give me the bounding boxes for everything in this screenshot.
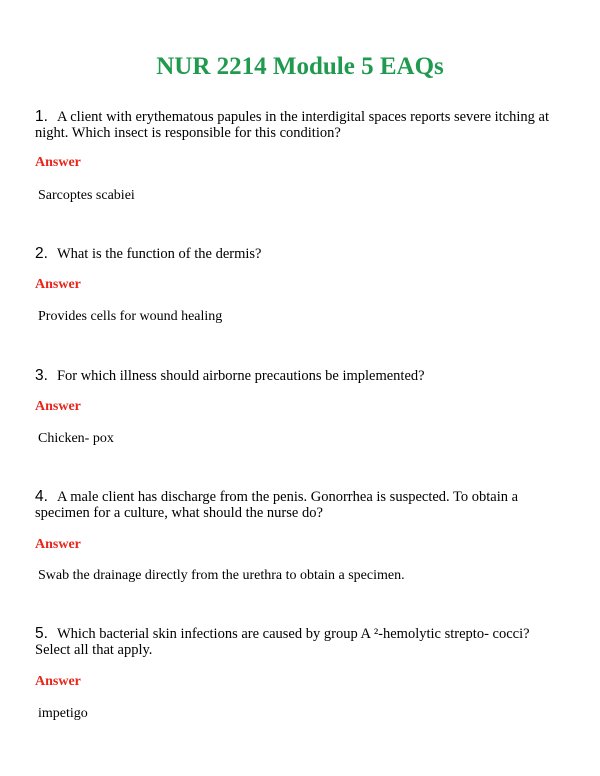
answer-label: Answer xyxy=(35,155,81,170)
answer-label: Answer xyxy=(35,277,81,292)
answer-text: impetigo xyxy=(38,706,88,721)
question-text: For which illness should airborne precautions be implemented? xyxy=(56,368,425,384)
question-number: 2. xyxy=(35,245,48,262)
question-3 xyxy=(35,368,565,384)
answer-label: Answer xyxy=(35,537,81,552)
answer-label: Answer xyxy=(35,399,81,414)
question-block-5 xyxy=(35,626,565,726)
question-5 xyxy=(35,626,565,658)
question-number: 5. xyxy=(35,625,48,642)
question-number: 3. xyxy=(35,367,48,384)
answer-text: Provides cells for wound healing xyxy=(38,309,223,324)
question-text: What is the function of the dermis? xyxy=(56,246,262,262)
question-text: Which bacterial skin infections are caused by group A ²-hemolytic strepto- cocci? Select all that apply. xyxy=(35,626,530,658)
answer-text: Swab the drainage directly from the urethra to obtain a specimen. xyxy=(38,568,405,583)
question-2 xyxy=(35,246,565,262)
question-4 xyxy=(35,489,565,521)
question-block-1 xyxy=(35,109,565,209)
answer-text: Chicken- pox xyxy=(38,431,114,446)
question-block-3 xyxy=(35,368,565,458)
question-block-4 xyxy=(35,489,565,589)
question-text: A male client has discharge from the penis. Gonorrhea is suspected. To obtain a specimen for a culture, what should the nurse do? xyxy=(35,489,519,521)
answer-text: Sarcoptes scabiei xyxy=(38,188,135,203)
question-number: 4. xyxy=(35,488,48,505)
question-text: A client with erythematous papules in the interdigital spaces reports severe itching at night. Which insect is responsible for this condition? xyxy=(35,109,549,141)
page-title: NUR 2214 Module 5 EAQs xyxy=(156,53,444,80)
question-block-2 xyxy=(35,246,565,336)
question-number: 1. xyxy=(35,108,48,125)
question-1 xyxy=(35,109,565,141)
answer-label: Answer xyxy=(35,674,81,689)
